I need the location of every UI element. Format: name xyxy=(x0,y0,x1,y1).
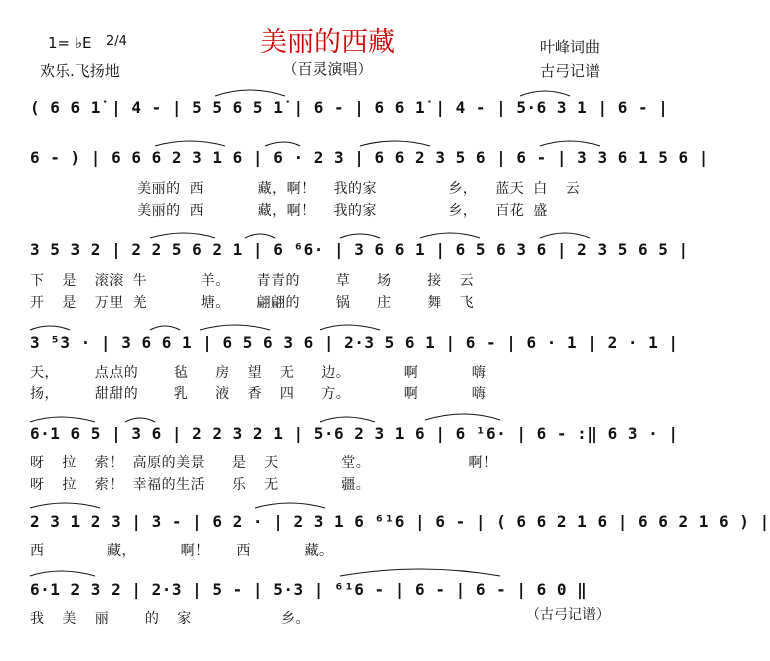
slur-arc xyxy=(540,233,590,238)
transcriber-credit: 古弓记谱 xyxy=(540,62,601,80)
score-line-1: ( 6 6 1̇ | 4 - | 5 5 6 5 1̇ | 6 - | 6 6 1̇ | 4 - | 5·6 3 1 | 6 - | xyxy=(30,98,669,117)
lyrics-line-3b: 开 是 万里 羌 塘。 翩翩的 锅 庄 舞 飞 xyxy=(30,295,475,311)
slur-arc xyxy=(340,569,500,576)
lyrics-line-4b: 扬， 甜甜的 乳 液 香 四 方。 啊 嗨 xyxy=(30,386,487,402)
slur-arc xyxy=(200,325,270,330)
slur-arc xyxy=(30,417,95,422)
slur-arc xyxy=(125,418,155,422)
slur-arc xyxy=(340,234,380,238)
score-line-5: 6·1 6 5 | 3 6 | 2 2 3 2 1 | 5·6 2 3 1 6 | 6 ¹6· | 6 - :‖ 6 3 · | xyxy=(30,424,679,443)
slur-arc xyxy=(360,141,430,146)
lyrics-line-7a: 我 美 丽 的 家 乡。 xyxy=(30,611,311,627)
slur-arc xyxy=(520,91,570,96)
score-line-2: 6 - ) | 6 6 6 2 3 1 6 | 6 · 2 3 | 6 6 2 3 5 6 | 6 - | 3 3 6 1 5 6 | xyxy=(30,148,709,167)
performer-credit: （百灵演唱） xyxy=(282,60,373,78)
slur-arc xyxy=(215,90,285,96)
slur-arc xyxy=(425,414,500,420)
score-line-3: 3 5 3 2 | 2 2 5 6 2 1 | 6 ⁶6· | 3 6 6 1 | 6 5 6 3 6 | 2 3 5 6 5 | xyxy=(30,240,689,259)
footer-credit: （古弓记谱） xyxy=(526,607,610,623)
slur-arc xyxy=(150,233,215,238)
slur-arc xyxy=(245,234,275,238)
slur-arc xyxy=(30,571,95,576)
time-signature: 2/4 xyxy=(106,34,127,49)
lyrics-line-4a: 天， 点点的 毡 房 望 无 边。 啊 嗨 xyxy=(30,365,487,381)
lyrics-line-2b: 美丽的 西 藏，啊！ 我的家 乡， 百花 盛 xyxy=(30,203,548,219)
score-line-7: 6·1 2 3 2 | 2·3 | 5 - | 5·3 | ⁶¹6 - | 6 - | 6 - | 6 0 ‖ xyxy=(30,580,588,599)
slur-arc xyxy=(540,141,600,146)
lyrics-line-6a: 西 藏， 啊！ 西 藏。 xyxy=(30,543,334,559)
lyrics-line-5a: 呀 拉 索！ 高原的美景 是 天 堂。 啊！ xyxy=(30,455,498,471)
tempo-expression: 欢乐.飞扬地 xyxy=(40,62,120,80)
slur-arc xyxy=(150,326,180,330)
slur-arc xyxy=(30,503,100,508)
score-line-4: 3 ⁵3 · | 3 6 6 1 | 6 5 6 3 6 | 2·3 5 6 1 | 6 - | 6 · 1 | 2 · 1 | xyxy=(30,333,679,352)
score-line-6: 2 3 1 2 3 | 3 - | 6 2 · | 2 3 1 6 ⁶¹6 | 6 - | ( 6 6 2 1 6 | 6 6 2 1 6 ) | xyxy=(30,512,770,531)
song-title: 美丽的西藏 xyxy=(260,27,395,58)
key-signature: 1= ♭E xyxy=(48,34,92,52)
slur-arc xyxy=(255,503,325,508)
author-credit: 叶峰词曲 xyxy=(540,38,601,56)
slur-arc xyxy=(155,141,225,146)
lyrics-line-2a: 美丽的 西 藏，啊！ 我的家 乡， 蓝天 白 云 xyxy=(30,181,581,197)
slur-arc xyxy=(420,233,480,238)
lyrics-line-3a: 下 是 滚滚 牛 羊。 青青的 草 场 接 云 xyxy=(30,273,475,289)
slur-arc xyxy=(320,417,375,422)
slur-arc xyxy=(30,326,70,330)
slur-arc xyxy=(265,142,300,146)
slur-arc xyxy=(320,325,380,330)
lyrics-line-5b: 呀 拉 索！ 幸福的生活 乐 无 疆。 xyxy=(30,477,371,493)
